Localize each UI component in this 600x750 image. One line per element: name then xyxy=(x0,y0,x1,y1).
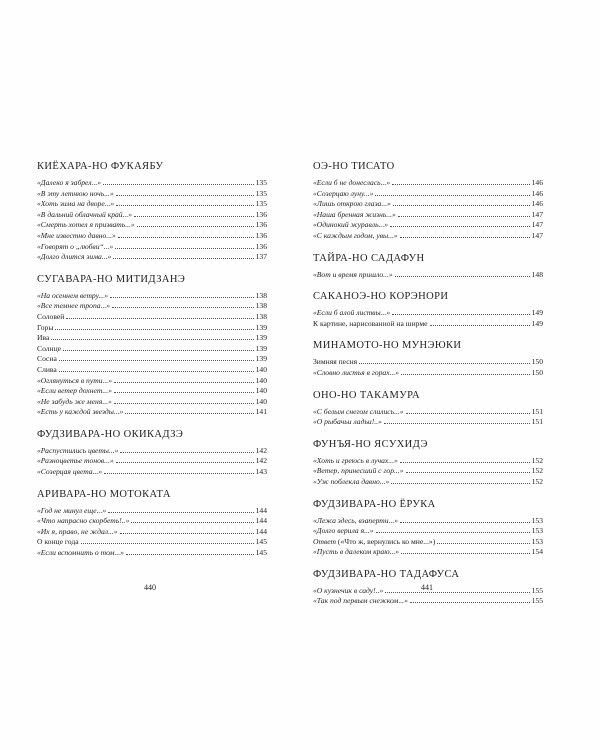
toc-entry-title xyxy=(37,506,106,517)
toc-entry-title xyxy=(313,516,398,527)
toc-entry-title xyxy=(37,456,114,467)
toc-entry-title xyxy=(37,548,124,559)
toc-entry-title-text: «Распустились цветы...» xyxy=(37,445,119,455)
toc-section xyxy=(37,488,267,559)
toc-entry-page-number: 148 xyxy=(531,269,543,279)
author-heading: ФУДЗИВАРА-НО ТАДАФУСА xyxy=(313,568,460,580)
toc-entry-title xyxy=(313,586,383,597)
toc-entry[interactable] xyxy=(313,231,543,242)
toc-entry-page-number: 136 xyxy=(255,241,267,251)
right-page-contents xyxy=(313,160,543,617)
toc-entry-title xyxy=(313,270,393,281)
toc-entry-page-number: 150 xyxy=(531,367,543,377)
dot-leader xyxy=(108,511,253,513)
toc-entry[interactable] xyxy=(313,178,543,189)
toc-entry[interactable] xyxy=(313,210,543,221)
toc-entry-title-text: «Разноцветье тонов...» xyxy=(37,456,114,466)
toc-entry[interactable] xyxy=(37,220,267,231)
toc-entry[interactable] xyxy=(313,407,543,418)
toc-entry[interactable] xyxy=(37,199,267,210)
toc-entry-title-text: «Созерцая цвета...» xyxy=(37,467,103,477)
toc-entry-page-number: 153 xyxy=(531,536,543,546)
toc-entry-title-text: К картине, нарисованной на ширме xyxy=(313,318,428,328)
toc-entry-title xyxy=(313,231,398,242)
toc-entry-title-suffix: («Что ж, вернулись ко мне...») xyxy=(336,536,436,546)
toc-entry-title xyxy=(37,376,112,387)
toc-entry-title xyxy=(313,526,374,537)
toc-section xyxy=(313,339,543,378)
dot-leader xyxy=(392,183,529,185)
toc-entry-title-text: «С белым снегом слились...» xyxy=(313,406,404,416)
toc-entry[interactable] xyxy=(37,467,267,478)
toc-entry-title xyxy=(313,547,399,558)
toc-entry[interactable] xyxy=(313,526,543,537)
toc-entry-title xyxy=(313,596,408,607)
toc-entry-title-text: Сосна xyxy=(37,354,57,364)
toc-entry-page-number: 136 xyxy=(255,230,267,240)
dot-leader xyxy=(103,183,254,185)
author-heading: САКАНОЭ-НО КОРЭНОРИ xyxy=(313,291,449,303)
toc-entry[interactable] xyxy=(313,270,543,281)
toc-entry-title-text: «Если б не донеслась...» xyxy=(313,178,391,187)
toc-entry-title-text: «Словно листья в горах...» xyxy=(313,367,400,377)
toc-entry-title-text: «На осеннем ветру...» xyxy=(37,290,109,300)
toc-entry-page-number: 151 xyxy=(531,417,543,427)
toc-entry-page-number: 141 xyxy=(255,407,267,417)
toc-entry[interactable] xyxy=(37,252,267,263)
toc-entry-title-text: Ответ xyxy=(313,536,337,546)
toc-entry[interactable] xyxy=(313,537,543,548)
toc-entry-title-text: Солнце xyxy=(37,343,62,353)
toc-entry-page-number: 146 xyxy=(531,199,543,209)
dot-leader xyxy=(104,472,254,474)
toc-entry-title xyxy=(313,220,388,231)
dot-leader xyxy=(126,553,254,555)
toc-entry-page-number: 144 xyxy=(255,505,267,515)
toc-entry-page-number: 155 xyxy=(531,596,543,606)
toc-entry-title xyxy=(313,189,373,200)
dot-leader xyxy=(59,370,254,372)
toc-entry[interactable] xyxy=(37,446,267,457)
toc-entry-page-number: 137 xyxy=(255,252,267,262)
toc-entry-page-number: 149 xyxy=(531,308,543,318)
toc-entry-page-number: 152 xyxy=(531,476,543,486)
toc-entry-title xyxy=(313,178,390,189)
toc-entry-page-number: 139 xyxy=(255,354,267,364)
toc-entry[interactable] xyxy=(37,407,267,418)
toc-entry-page-number: 147 xyxy=(531,209,543,219)
toc-entry-title-text: «Хоть и греюсь в лучах...» xyxy=(313,455,398,465)
author-heading: ОЭ-НО ТИСАТО xyxy=(313,161,395,172)
toc-entry-title xyxy=(313,456,398,467)
toc-entry-title-text: «В дальний облачный край...» xyxy=(37,209,133,219)
toc-entry-page-number: 136 xyxy=(255,220,267,230)
toc-entry-title-text: «Говорят о „любви“...» xyxy=(37,241,114,251)
author-heading: ФУНЪЯ-НО ЯСУХИДЭ xyxy=(313,438,428,450)
toc-entry-title-text: Соловей xyxy=(37,311,65,321)
toc-entry-title-text: «Одинокий журавль...» xyxy=(313,220,389,230)
toc-entry-title xyxy=(37,354,57,365)
toc-entry-title xyxy=(313,319,428,330)
right-page-number: 441 xyxy=(421,583,433,592)
toc-entry-title-text: «Смерть хотел я призвать...» xyxy=(37,220,135,230)
toc-entry-page-number: 138 xyxy=(255,301,267,311)
toc-entry-page-number: 142 xyxy=(255,456,267,466)
toc-entry[interactable] xyxy=(313,220,543,231)
toc-entry-title xyxy=(37,323,53,334)
toc-entry[interactable] xyxy=(37,301,267,312)
toc-entry-title xyxy=(313,407,404,418)
dot-leader xyxy=(137,225,254,227)
toc-entry-title xyxy=(37,252,111,263)
toc-entry-title xyxy=(313,477,389,488)
toc-entry-page-number: 138 xyxy=(255,290,267,300)
toc-entry-title-text: «О кузнечик в саду!..» xyxy=(313,585,384,595)
toc-entry[interactable] xyxy=(313,368,543,379)
toc-entry-title xyxy=(313,466,404,477)
toc-entry-title-text: «Ветер, принесший с гор...» xyxy=(313,466,404,476)
left-page-number: 440 xyxy=(144,583,156,592)
toc-entry-page-number: 140 xyxy=(255,396,267,406)
toc-entry-title-text: «Если б алой листвы...» xyxy=(313,308,391,318)
toc-entry-title-text: «О рыбачьи ладьи!..» xyxy=(313,417,382,427)
dot-leader xyxy=(406,471,530,473)
dot-leader xyxy=(81,542,254,544)
toc-entry[interactable] xyxy=(37,456,267,467)
dot-leader xyxy=(51,338,253,340)
toc-section xyxy=(37,160,267,263)
toc-section xyxy=(37,428,267,478)
toc-entry-page-number: 155 xyxy=(531,585,543,595)
toc-entry-title xyxy=(37,231,116,242)
toc-entry[interactable] xyxy=(313,357,543,368)
toc-entry[interactable] xyxy=(313,319,543,330)
dot-leader xyxy=(63,349,254,351)
toc-entry[interactable] xyxy=(37,537,267,548)
toc-entry-page-number: 135 xyxy=(255,199,267,209)
toc-entry[interactable] xyxy=(313,417,543,428)
toc-entry-page-number: 139 xyxy=(255,343,267,353)
toc-entry-title-text: «Что напрасно скорбеть!..» xyxy=(37,516,130,526)
toc-entry-title xyxy=(37,386,112,397)
toc-entry-title-text: «Созерцаю луну...» xyxy=(313,188,374,198)
toc-entry[interactable] xyxy=(313,199,543,210)
toc-entry[interactable] xyxy=(37,516,267,527)
toc-entry-title xyxy=(37,333,49,344)
dot-leader xyxy=(120,451,253,453)
toc-entry[interactable] xyxy=(37,354,267,365)
toc-entry[interactable] xyxy=(313,456,543,467)
toc-entry-page-number: 135 xyxy=(255,178,267,187)
dot-leader xyxy=(393,204,530,206)
dot-leader xyxy=(118,236,254,238)
toc-entry-title xyxy=(37,446,118,457)
dot-leader xyxy=(125,412,253,414)
toc-entry[interactable] xyxy=(37,386,267,397)
toc-entry-page-number: 142 xyxy=(255,445,267,455)
dot-leader xyxy=(113,257,253,259)
toc-entry[interactable] xyxy=(313,516,543,527)
toc-entry-page-number: 149 xyxy=(531,318,543,328)
toc-entry-page-number: 147 xyxy=(531,220,543,230)
toc-entry[interactable] xyxy=(37,242,267,253)
dot-leader xyxy=(116,204,253,206)
toc-entry-page-number: 145 xyxy=(255,537,267,547)
dot-leader xyxy=(116,194,254,196)
toc-entry-page-number: 153 xyxy=(531,515,543,525)
toc-entry[interactable] xyxy=(37,397,267,408)
dot-leader xyxy=(390,225,530,227)
toc-entry[interactable] xyxy=(37,344,267,355)
toc-entry-title xyxy=(37,220,135,231)
toc-entry-title-text: «Лишь открою глаза...» xyxy=(313,199,391,209)
toc-entry-page-number: 139 xyxy=(255,322,267,332)
dot-leader xyxy=(400,461,530,463)
dot-leader xyxy=(400,236,530,238)
author-heading: ОНО-НО ТАКАМУРА xyxy=(313,389,420,401)
toc-entry-title xyxy=(37,407,123,418)
toc-entry-page-number: 151 xyxy=(531,406,543,416)
toc-entry-title-text: «Если ветер дохнет...» xyxy=(37,386,112,396)
toc-entry-title xyxy=(313,537,435,548)
dot-leader xyxy=(55,328,253,330)
dot-leader xyxy=(114,402,254,404)
dot-leader xyxy=(401,373,530,375)
toc-entry-page-number: 152 xyxy=(531,455,543,465)
toc-entry-title xyxy=(37,365,57,376)
toc-entry-title-text: «В эту летнюю ночь...» xyxy=(37,188,114,198)
dot-leader xyxy=(120,532,254,534)
toc-entry-title-text: «Долго длится зима...» xyxy=(37,252,112,262)
toc-entry-title-text: О конце года xyxy=(37,537,79,547)
toc-entry[interactable] xyxy=(37,333,267,344)
toc-entry[interactable] xyxy=(37,506,267,517)
toc-entry-title-text: Горы xyxy=(37,322,54,332)
author-heading: КИЁХАРА-НО ФУКАЯБУ xyxy=(37,161,164,172)
toc-entry-title xyxy=(37,301,110,312)
toc-entry[interactable] xyxy=(313,189,543,200)
toc-entry-title-text: «Не забудь же меня...» xyxy=(37,396,112,406)
toc-entry-title xyxy=(313,210,396,221)
toc-section xyxy=(313,160,543,242)
left-page-contents xyxy=(37,160,267,569)
toc-entry-page-number: 140 xyxy=(255,386,267,396)
toc-entry[interactable] xyxy=(37,548,267,559)
toc-entry-title-text: «Их я, право, не ждал...» xyxy=(37,526,118,536)
dot-leader xyxy=(376,531,530,533)
toc-entry-title-text: «Долго верила я...» xyxy=(313,526,374,536)
toc-entry-title-text: «Год не минул еще...» xyxy=(37,505,107,515)
dot-leader xyxy=(66,317,253,319)
toc-entry-page-number: 140 xyxy=(255,375,267,385)
toc-entry-title-text: «Так под первым снежком...» xyxy=(313,596,408,606)
dot-leader xyxy=(430,324,530,326)
toc-entry-page-number: 153 xyxy=(531,526,543,536)
toc-entry-title-text: «Все темнее тропа...» xyxy=(37,301,111,311)
toc-section xyxy=(313,252,543,281)
dot-leader xyxy=(401,552,530,554)
dot-leader xyxy=(134,215,254,217)
dot-leader xyxy=(114,391,254,393)
toc-entry-title xyxy=(37,242,113,253)
toc-entry-title xyxy=(313,199,391,210)
toc-entry-title xyxy=(37,397,112,408)
toc-entry-title xyxy=(313,308,390,319)
dot-leader xyxy=(385,591,529,593)
toc-section xyxy=(313,290,543,329)
toc-entry-page-number: 135 xyxy=(255,188,267,198)
toc-entry-title-text: «Хоть зима на дворе...» xyxy=(37,199,115,209)
dot-leader xyxy=(395,275,530,277)
toc-entry-page-number: 143 xyxy=(255,467,267,477)
toc-entry-title-text: «Далеко я забрел...» xyxy=(37,178,102,187)
author-heading: ФУДЗИВАРА-НО ОКИКАДЗЭ xyxy=(37,428,184,440)
toc-entry-title xyxy=(37,527,118,538)
dot-leader xyxy=(392,313,529,315)
author-heading: ТАЙРА-НО САДАФУН xyxy=(313,252,425,264)
toc-entry[interactable] xyxy=(313,547,543,558)
toc-entry-title-text: «С каждым годом, увы...» xyxy=(313,230,398,240)
toc-entry[interactable] xyxy=(37,178,267,189)
toc-entry-title xyxy=(37,467,102,478)
toc-section xyxy=(313,498,543,558)
toc-entry-page-number: 136 xyxy=(255,209,267,219)
toc-entry-title xyxy=(37,178,101,189)
toc-entry-title-text: «Уж поблекла давно...» xyxy=(313,476,390,486)
toc-entry-page-number: 138 xyxy=(255,311,267,321)
dot-leader xyxy=(406,412,530,414)
toc-entry-title xyxy=(37,537,79,548)
dot-leader xyxy=(398,215,530,217)
toc-entry-page-number: 140 xyxy=(255,364,267,374)
toc-entry[interactable] xyxy=(37,210,267,221)
dot-leader xyxy=(400,521,530,523)
dot-leader xyxy=(112,306,254,308)
toc-entry-title xyxy=(37,291,108,302)
toc-entry-title xyxy=(37,210,132,221)
toc-entry-title-text: Зимняя песня xyxy=(313,357,358,367)
toc-entry-title-text: «Есть у каждой звезды...» xyxy=(37,407,124,417)
toc-entry-title xyxy=(37,312,64,323)
dot-leader xyxy=(410,601,530,603)
toc-entry-title xyxy=(313,368,399,379)
toc-section xyxy=(313,389,543,428)
toc-entry-title-text: «Лежа здесь, взаперти...» xyxy=(313,515,399,525)
toc-entry-page-number: 147 xyxy=(531,230,543,240)
dot-leader xyxy=(384,422,530,424)
toc-entry-title-text: «Вот и время пришло...» xyxy=(313,269,393,279)
toc-entry[interactable] xyxy=(37,527,267,538)
toc-entry-title-text: «Если вспомнить о том...» xyxy=(37,548,124,558)
toc-entry-title-text: «Мне известно давно...» xyxy=(37,230,116,240)
toc-entry-page-number: 146 xyxy=(531,178,543,187)
dot-leader xyxy=(114,381,254,383)
toc-entry-title xyxy=(37,199,114,210)
toc-entry-page-number: 139 xyxy=(255,333,267,343)
author-heading: МИНАМОТО-НО МУНЭЮКИ xyxy=(313,340,462,352)
toc-entry-page-number: 152 xyxy=(531,466,543,476)
dot-leader xyxy=(437,542,529,544)
toc-entry-title xyxy=(313,417,382,428)
toc-entry-title-text: Ива xyxy=(37,333,50,343)
author-heading: ФУДЗИВАРА-НО ЁРУКА xyxy=(313,498,436,510)
dot-leader xyxy=(59,359,254,361)
toc-entry[interactable] xyxy=(313,477,543,488)
toc-entry-page-number: 144 xyxy=(255,526,267,536)
toc-entry-title xyxy=(313,357,357,368)
toc-section xyxy=(37,273,267,418)
dot-leader xyxy=(375,194,529,196)
toc-entry-title-text: «Пусть в далеком краю...» xyxy=(313,547,400,557)
toc-entry[interactable] xyxy=(37,323,267,334)
toc-entry[interactable] xyxy=(37,376,267,387)
toc-entry-page-number: 154 xyxy=(531,547,543,557)
dot-leader xyxy=(115,247,253,249)
toc-entry[interactable] xyxy=(37,291,267,302)
dot-leader xyxy=(110,296,254,298)
author-heading: СУГАВАРА-НО МИТИДЗАНЭ xyxy=(37,273,186,285)
dot-leader xyxy=(131,521,253,523)
toc-entry-title-text: Слива xyxy=(37,364,57,374)
toc-entry-title xyxy=(37,344,61,355)
toc-entry[interactable] xyxy=(37,312,267,323)
toc-entry-page-number: 145 xyxy=(255,548,267,558)
toc-entry[interactable] xyxy=(313,308,543,319)
toc-entry[interactable] xyxy=(37,365,267,376)
toc-entry[interactable] xyxy=(313,596,543,607)
toc-entry-title-text: «Оглянуться в пути...» xyxy=(37,375,112,385)
author-heading: АРИВАРА-НО МОТОКАТА xyxy=(37,488,171,500)
toc-entry[interactable] xyxy=(313,466,543,477)
toc-entry-title xyxy=(37,189,114,200)
toc-entry-page-number: 144 xyxy=(255,516,267,526)
toc-entry-title xyxy=(37,516,129,527)
toc-section xyxy=(313,438,543,488)
toc-entry[interactable] xyxy=(37,231,267,242)
toc-entry-page-number: 146 xyxy=(531,188,543,198)
dot-leader xyxy=(359,362,529,364)
dot-leader xyxy=(116,461,254,463)
toc-entry-page-number: 150 xyxy=(531,357,543,367)
toc-entry[interactable] xyxy=(37,189,267,200)
dot-leader xyxy=(391,482,529,484)
toc-entry-title-text: «Наша бренная жизнь...» xyxy=(313,209,396,219)
